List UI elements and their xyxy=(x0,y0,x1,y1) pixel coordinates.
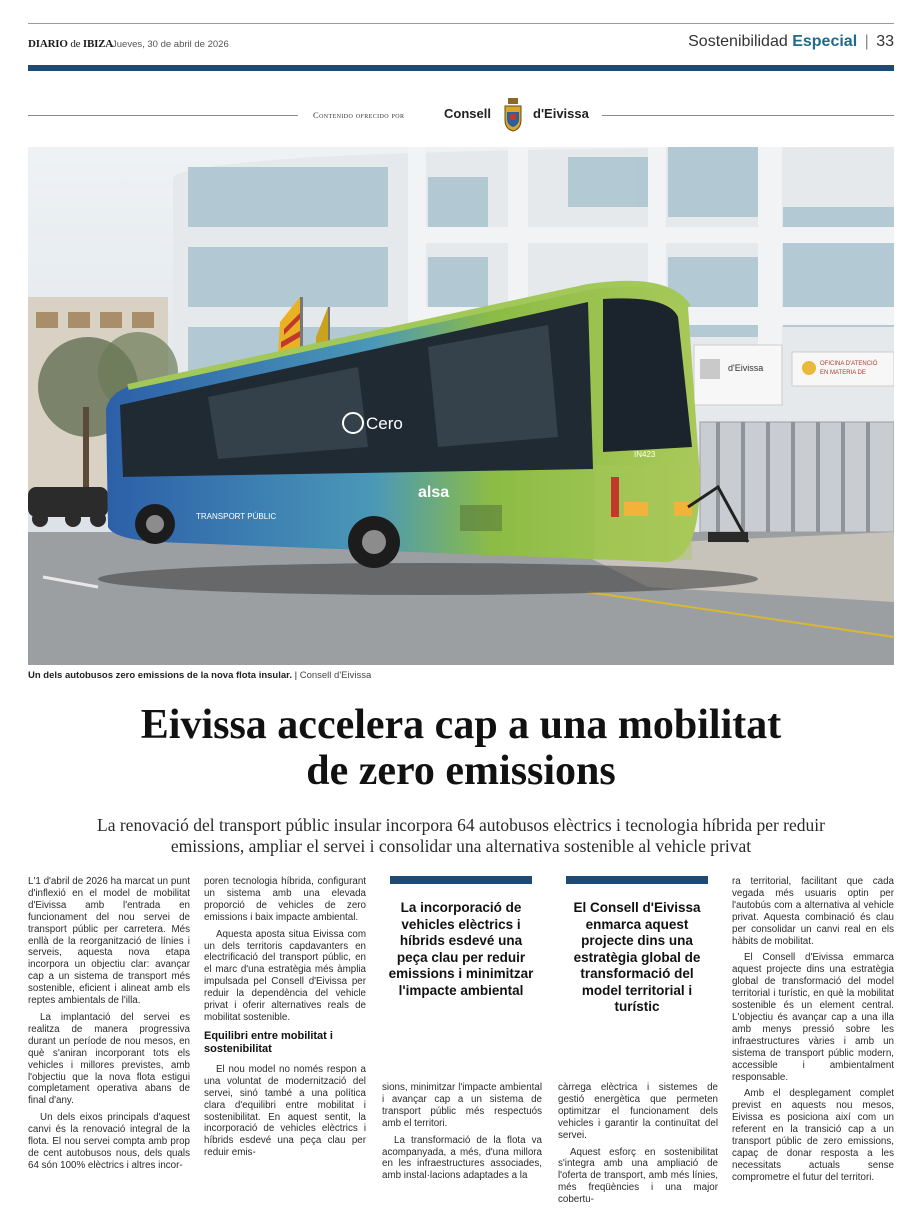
body-column-1 xyxy=(28,876,190,1177)
masthead-part-b: de xyxy=(70,38,81,50)
body-column-4 xyxy=(558,1082,718,1211)
body-paragraph: La transformació de la flota va acompanyada, a més, d'una millora en les infraestructures associades, amb instal·lacions adaptades a la xyxy=(382,1134,542,1182)
body-paragraph: sions, minimitzar l'impacte ambiental i avançar cap a un sistema de transport públic més respectuós amb el territori. xyxy=(382,1082,542,1129)
body-column-5 xyxy=(732,876,894,1189)
section-name: Sostenibilidad xyxy=(688,33,788,50)
section-separator: | xyxy=(864,33,869,50)
header-blue-bar xyxy=(28,65,894,71)
article-subheadline xyxy=(40,815,882,857)
headline-line-1: Eivissa accelera cap a una mobilitat xyxy=(140,702,782,748)
section-header xyxy=(688,33,894,51)
bus-route-text: IN423 xyxy=(634,450,656,459)
photo-credit: Consell d'Eivissa xyxy=(299,670,372,681)
body-paragraph: Un dels eixos principals d'aquest canvi és la renovació integral de la flota. El nou servei compta amb prop de cent autobusos nous, dels quals 64 són 100% elèctrics i altres incor- xyxy=(28,1112,190,1171)
newspaper-masthead xyxy=(28,38,113,50)
office-sign-line1: OFICINA D'ATENCIÓ xyxy=(820,361,878,367)
masthead-part-c: IBIZA xyxy=(82,38,114,50)
publication-date: Jueves, 30 de abril de 2026 xyxy=(112,39,229,50)
page-number: 33 xyxy=(876,33,894,50)
bus-photo-illustration xyxy=(28,147,894,665)
sponsor-name-second: d'Eivissa xyxy=(533,106,589,121)
sponsor-rule-left xyxy=(28,115,298,116)
headline-line-2: de zero emissions xyxy=(306,748,616,794)
body-paragraph: El Consell d'Eivissa emmarca aquest projecte dins una estratègia global de transformació del model territorial i turístic, en què la mobilitat sostenible és un element central. L'objectiu és avançar cap a una illa amb menys pressió sobre les infraestructures vàries i amb un sistema de transport públic modern, accessible i ambientalment responsable. xyxy=(732,952,894,1083)
photo-caption xyxy=(28,670,371,681)
consell-shield-icon xyxy=(503,98,523,132)
masthead-part-a: DIARIO xyxy=(28,38,68,50)
sponsor-name-first: Consell xyxy=(444,106,491,121)
article-headline xyxy=(28,702,894,794)
header-top-rule xyxy=(28,23,894,24)
sponsor-rule-right xyxy=(602,115,894,116)
subhead-line-1: La renovació del transport públic insular incorpora 64 autobusos elèctrics i tecnologia híbrida per reduir xyxy=(97,815,825,835)
body-paragraph: Aquest esforç en sostenibilitat s'integra amb una ampliació de l'oferta de transport, amb més línies, més freqüències i una major cobertu- xyxy=(558,1146,718,1206)
bus-operator-text: alsa xyxy=(418,484,450,501)
body-paragraph: L'1 d'abril de 2026 ha marcat un punt d'inflexió en el model de mobilitat d'Eivissa amb l'entrada en funcionament del nou servei de transport públic per carretera. Més enllà de la reorganització de línies i serveis, aquesta nova etapa incorpora un objectiu clar: avançar cap a un sistema de transport més sostenible, eficient i alineat amb els reptes ambientals de l'illa. xyxy=(28,876,190,1007)
section-heading: Equilibri entre mobilitat i sostenibilitat xyxy=(204,1029,333,1055)
bus-side-text: TRANSPORT PÚBLIC xyxy=(196,512,277,521)
body-paragraph: ra territorial, facilitant que cada vegada més usuaris optin per l'autobús com a alternativa al vehicle privat. Aquesta combinació és clau per consolidar un canvi real en els hàbits de mobilitat. xyxy=(732,876,894,947)
pull-quote-1: La incorporació de vehicles elèctrics i híbrids esdevé una peça clau per reduir emissions i minimitzar l'impacte ambiental xyxy=(388,900,534,998)
pull-quote-bar-2 xyxy=(566,876,708,884)
section-special-label: Especial xyxy=(792,33,858,50)
pull-quote-bar-1 xyxy=(390,876,532,884)
body-paragraph: càrrega elèctrica i sistemes de gestió energètica que permeten optimitzar el funcionament dels vehicles i garantir la continuïtat del servei. xyxy=(558,1082,718,1141)
office-sign-line2: EN MATERIA DE xyxy=(820,370,866,376)
body-paragraph: El nou model no només respon a una voluntat de modernització del servei, sinó també a una política clara d'equilibri entre mobilitat i sostenibilitat. En aquest sentit, la incorporació de vehicles elèctrics i híbrids esdevé una peça clau per reduir emis- xyxy=(204,1063,366,1159)
body-column-3 xyxy=(382,1082,542,1187)
body-paragraph: La implantació del servei es realitza de manera progressiva durant un període de nou mesos, en què s'aniran incorporant tots els vehicles i millores previstes, amb l'objectiu que la nova flota estigui completament operativa abans de final d'any. xyxy=(28,1011,190,1107)
building-sign-text: d'Eivissa xyxy=(728,363,764,373)
sponsor-label: Contenido ofrecido por xyxy=(313,110,405,120)
body-paragraph: poren tecnologia híbrida, configurant un sistema amb una elevada proporció de vehicles de zero emissions i baix impacte ambiental. xyxy=(204,876,366,923)
body-paragraph: Amb el desplegament complet previst en aquests nou mesos, Eivissa es posiciona així com un referent en la transició cap a un transport públic de zero emissions, capaç de donar resposta a les necessitats actuals sense comprometre el futur del territori. xyxy=(732,1088,894,1183)
bus-brand-text: Cero xyxy=(366,414,403,433)
caption-text: Un dels autobusos zero emissions de la nova flota insular. xyxy=(28,670,292,681)
caption-separator: | xyxy=(294,670,298,681)
body-column-2 xyxy=(204,876,366,1164)
pull-quote-2: El Consell d'Eivissa enmarca aquest projecte dins una estratègia global de transformació del model territorial i turístic xyxy=(573,900,701,1014)
subhead-line-2: emissions, ampliar el servei i consolidar una alternativa sostenible al vehicle privat xyxy=(170,836,752,856)
body-paragraph: Aquesta aposta situa Eivissa com un dels territoris capdavanters en electrificació del transport públic, en el marc d'una estratègia més àmplia impulsada pel Consell d'Eivissa per reduir la dependència del vehicle privat i oferir alternatives reals de mobilitat sostenible. xyxy=(204,928,366,1023)
bus-photo xyxy=(28,147,894,665)
